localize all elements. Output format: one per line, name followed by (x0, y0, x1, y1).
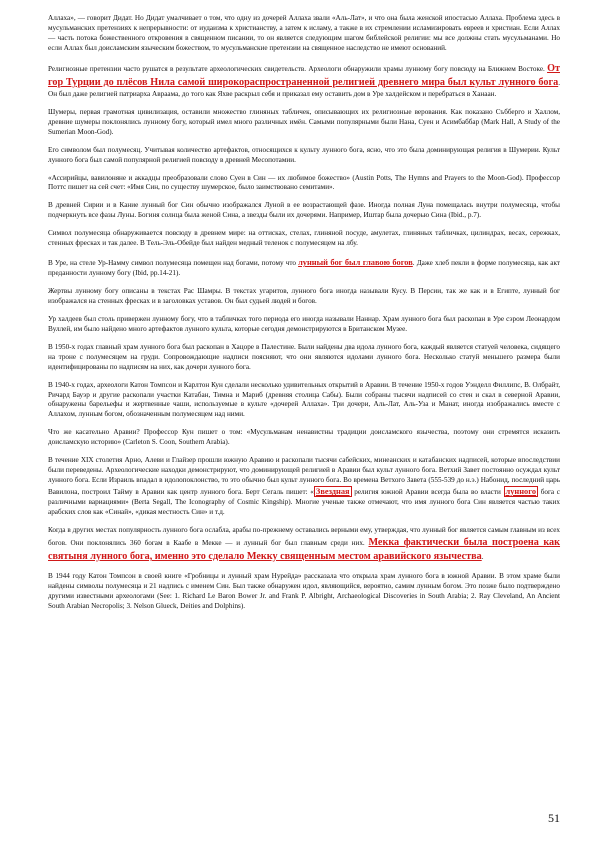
paragraph-14 (48, 456, 560, 518)
highlight-moon-cult-widespread: От гор Турции до плёсов Нила самой широкораспространенной религией древнего мира был культ лунного бога (48, 62, 560, 88)
paragraph-2-text-a: Религиозные претензии часто рушатся в результате археологических свидетельств. Археологи обнаружили храмы лунному богу повсюду на Ближнем Востоке. (48, 64, 548, 73)
paragraph-14-text-a: В течение XIX столетия Арно, Алеви и Глайзер прошли южную Аравию и раскопали тысячи сабейских, минеанских и катабанских надписей, которые впоследствии были переведены. Археологические находки демонстрируют, что доминирующей религией в Аравии был культ лунного бога. Ветхий Завет постоянно осуждал культ лунного бога. Если Израиль впадал в идолопоклонство, то это обычно был культ лунного бога. Во времена Ветхого Завета (555-539 до н.э.) Набонид, последний царь Вавилона, построил Тайму в Аравии как центр лунного бога. Берт Сегаль пишет: « (48, 456, 560, 497)
paragraph-15-text-b: . (481, 552, 484, 561)
paragraph-15-text-a: Когда в других местах популярность лунного бога ослабла, арабы по-прежнему оставались верными ему, утверждая, что лунный бог является самым главным из всех богов. Они поклонялись 360 богам в Каабе в Мекке — и лунный бог был главным среди них. (48, 525, 560, 547)
paragraph-4: Его символом был полумесяц. Учитывая количество артефактов, относящихся к культу лунного бога, ясно, что это была доминирующая религия в Шумерии. Культ лунного бога был самой популярной религией повсюду в древней Месопотамии. (48, 145, 560, 164)
paragraph-7: Символ полумесяца обнаруживается повсюду в древнем мире: на оттисках, стелах, глиняной посуде, амулетах, глиняных табличках, цилиндрах, весах, сережках, стенных фресках и так далее. В Тель-Эль-Обейде был найден медный теленок с полумесяцем на лбу. (48, 229, 560, 248)
paragraph-16: В 1944 году Катон Томпсон в своей книге «Гробницы и лунный храм Нурейда» рассказала что открыла храм лунного бога в южной Аравии. В этом храме были найдены символы полумесяца и 21 надпись с именем Син. Был также обнаружен идол, являющийся, вероятно, самим лунным богом. Это позже было подтверждено другими известными археологами (See: 1. Richard Le Baron Bower Jr. and Frank P. Albright, Archaeological Discoveries in South Arabia; 2. Ray Cleveland, An Ancient South Arabian Necropolis; 3. Nelson Glueck, Deities and Dolphins). (48, 571, 560, 610)
paragraph-2 (48, 62, 560, 100)
paragraph-1: Аллаха», — говорит Дидат. Но Дидат умалчивает о том, что одну из дочерей Аллаха звали «Аль-Лат», и что она была женской ипостасью Аллаха. Проблема здесь в мусульманских претензиях к непрерывности: от иудаизма к христианству, а затем к исламу, а также в их стремлении исламизировать евреев и христиан. Если Аллах — часть потока божественного откровения в священном писании, то он является следующим шагом библейской религии: мы все должны стать мусульманами. Но если Аллах был доисламским языческим божеством, то мусульманские претензии на священное наследство не имеют оснований. (48, 14, 560, 52)
paragraph-14-text-b: религия южной Аравии всегда была во власти (351, 488, 504, 497)
paragraph-8-text-a: В Уре, на стеле Ур-Намму символ полумесяца помещен над богами, потому что (48, 259, 299, 268)
paragraph-5: «Ассирийцы, вавилоняне и аккадцы преобразовали слово Суен в Син — их любимое божество» (Austin Potts, The Hymns and Prayers to the Moon-God). Профессор Поттс пишет на сей счет: «Имя Син, по существу шумерское, было заимствовано семитами». (48, 173, 560, 192)
paragraph-3: Шумеры, первая грамотная цивилизация, оставили множество глиняных табличек, описывающих их религиозные верования. Как показано Събберго и Халлом, древние шумеры поклонялись лунному богу, который имел много различных имён. Самыми популярными были Нана, Суен и Асимбаббар (Mark Hall, A Study of the Sumerian Moon-God). (48, 107, 560, 136)
paragraph-6: В древней Сирии и в Кание лунный бог Син обычно изображался Луной в ее возрастающей фазе. Иногда полная Луна помещалась внутри полумесяца, чтобы подчеркнуть все фазы Луны. Богиня солнца была женой Сина, а звезды были их дочерями. Например, Иштар была дочерью Сина (Ibid., p.7). (48, 201, 560, 220)
paragraph-15 (48, 526, 560, 564)
highlight-star-religion: Звездная (315, 487, 350, 497)
highlight-moon-god-head: лунный бог был главою богов (298, 258, 413, 268)
paragraph-9: Жертвы лунному богу описаны в текстах Рас Шамры. В текстах угаритов, лунного бога иногда называли Кусу. В Персии, так же как и в Египте, лунный бог изображался на стенных фресках и в заголовках уставов. Он был судьей людей и богов. (48, 287, 560, 305)
page-number: 51 (548, 811, 560, 826)
highlight-lunar: лунного (505, 487, 537, 497)
paragraph-8 (48, 257, 560, 279)
paragraph-2-text-b: . Он был даже религией патриарха Авраама, до того как Яхве раскрыл себя и приказал ему оставить дом в Уре халдейском и перебраться в Ханаан. (48, 78, 560, 98)
paragraph-13: Что же касательно Аравии? Профессор Кун пишет о том: «Мусульманам ненавистны традиции доисламского язычества, поэтому они стремятся исказить доисламскую историю» (Carleton S. Coon, Southern Arabia). (48, 428, 560, 447)
paragraph-8-text-b: . Даже хлеб пекли в форме полумесяца, как акт преданности лунному богу (Ibid, pp.14-21). (48, 259, 560, 278)
paragraph-10: Ур халдеев был столь привержен лунному богу, что в табличках того периода его иногда называли Наннар. Храм лунного бога был раскопан в Уре сэром Леонардом Вуллей, им было найдено много артефактов лунного культа, которые сегодня демонстрируются в Британском Музее. (48, 314, 560, 333)
paragraph-12: В 1940-х годах, археологи Катон Томпсон и Карлтон Кун сделали несколько удивительных открытий в Аравии. В течение 1950-х годов Уэнделл Филлипс, В. Олбрайт, Ричард Бауэр и другие раскопали участки Катабан, Тимна и Мариб (древняя столица Сабы). Были собраны тысячи надписей со стен и скал в северной Аравии, обнаружены барельефы и жертвенные чаши, используемые в культе «дочерей Аллаха». Три дочери, Аль-Лат, Аль-Уза и Манат, иногда изображались вместе с Аллахом, лунным богом, обозначенным полумесяцем над ними. (48, 380, 560, 419)
highlight-mecca-shrine: Мекка фактически была построена как святыня лунного бога, именно это сделало Мекку священным местом аравийского язычества (48, 536, 561, 562)
paragraph-14-text-c: бога с различными вариациями» (Berta Segall, The Iconography of Cosmic Kingship). Многие ученые также отмечают, что имя лунного бога Син является частью таких арабских слов как «Синай», «дикая местность Син» и т.д. (48, 488, 560, 516)
paragraph-11: В 1950-х годах главный храм лунного бога был раскопан в Хацоре в Палестине. Были найдены два идола лунного бога, каждый является статуей человека, сидящего на троне с полумесяцем на груди. Сопровождающие надписи поясняют, что они являются идолами лунного бога. Несколько статуй меньшего размера были идентифицированы по надписям на них, как дочери лунного бога. (48, 342, 560, 371)
